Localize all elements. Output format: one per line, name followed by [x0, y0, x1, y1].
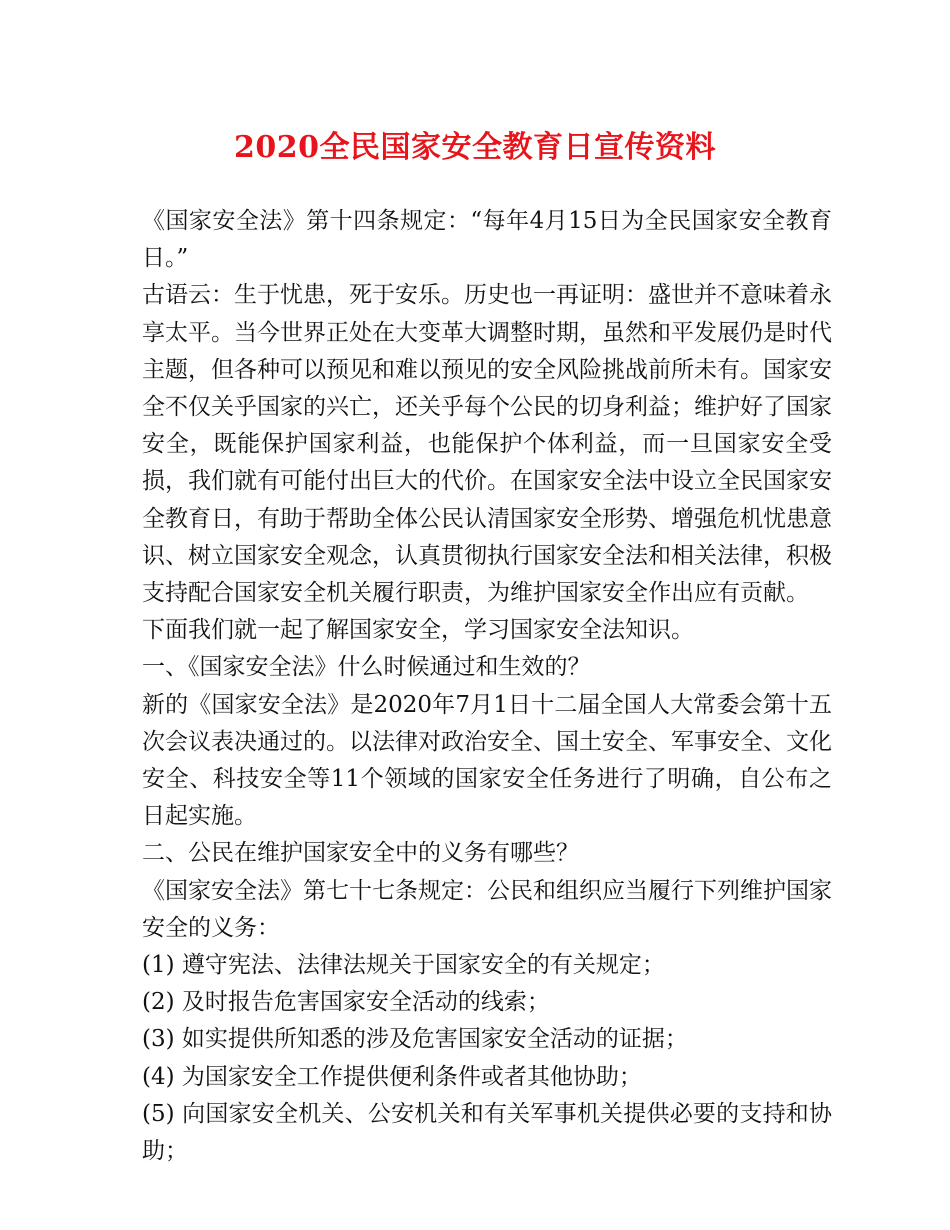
- document-body: [142, 203, 832, 1170]
- list-item-3: (3) 如实提供所知悉的涉及危害国家安全活动的证据；: [142, 1026, 688, 1053]
- list-item-5: (5) 向国家安全机关、公安机关和有关军事机关提供必要的支持和协助；: [142, 1100, 832, 1165]
- section-heading-2: 二、公民在维护国家安全中的义务有哪些？: [142, 840, 579, 867]
- paragraph-intro: 古语云：生于忧患，死于安乐。历史也一再证明：盛世并不意味着永享太平。当今世界正处在大变革大调整时期，虽然和平发展仍是时代主题，但各种可以预见和难以预见的安全风险挑战前所未有。国家安全不仅关乎国家的兴亡，还关乎每个公民的切身利益；维护好了国家安全，既能保护国家利益，也能保护个体利益，而一旦国家安全受损，我们就有可能付出巨大的代价。在国家安全法中设立全民国家安全教育日，有助于帮助全体公民认清国家安全形势、增强危机忧患意识、树立国家安全观念，认真贯彻执行国家安全法和相关法律，积极支持配合国家安全机关履行职责，为维护国家安全作出应有贡献。: [142, 282, 832, 607]
- paragraph-lead-in: 下面我们就一起了解国家安全，学习国家安全法知识。: [142, 617, 694, 644]
- paragraph-section-1: 新的《国家安全法》是2020年7月1日十二届全国人大常委会第十五次会议表决通过的。以法律对政治安全、国土安全、军事安全、文化安全、科技安全等11个领域的国家安全任务进行了明确，自公布之日起实施。: [142, 691, 832, 830]
- document-title: 2020全民国家安全教育日宣传资料: [234, 130, 716, 165]
- paragraph-section-2: 《国家安全法》第七十七条规定：公民和组织应当履行下列维护国家安全的义务：: [142, 877, 832, 941]
- section-heading-1: 一、《国家安全法》什么时候通过和生效的？: [142, 654, 591, 681]
- list-item-1: (1) 遵守宪法、法律法规关于国家安全的有关规定；: [142, 952, 665, 979]
- paragraph-law-article-14: 《国家安全法》第十四条规定：“每年4月15日为全民国家安全教育日。”: [142, 208, 832, 272]
- list-item-4: (4) 为国家安全工作提供便利条件或者其他协助；: [142, 1063, 642, 1090]
- list-item-2: (2) 及时报告危害国家安全活动的线索；: [142, 989, 550, 1016]
